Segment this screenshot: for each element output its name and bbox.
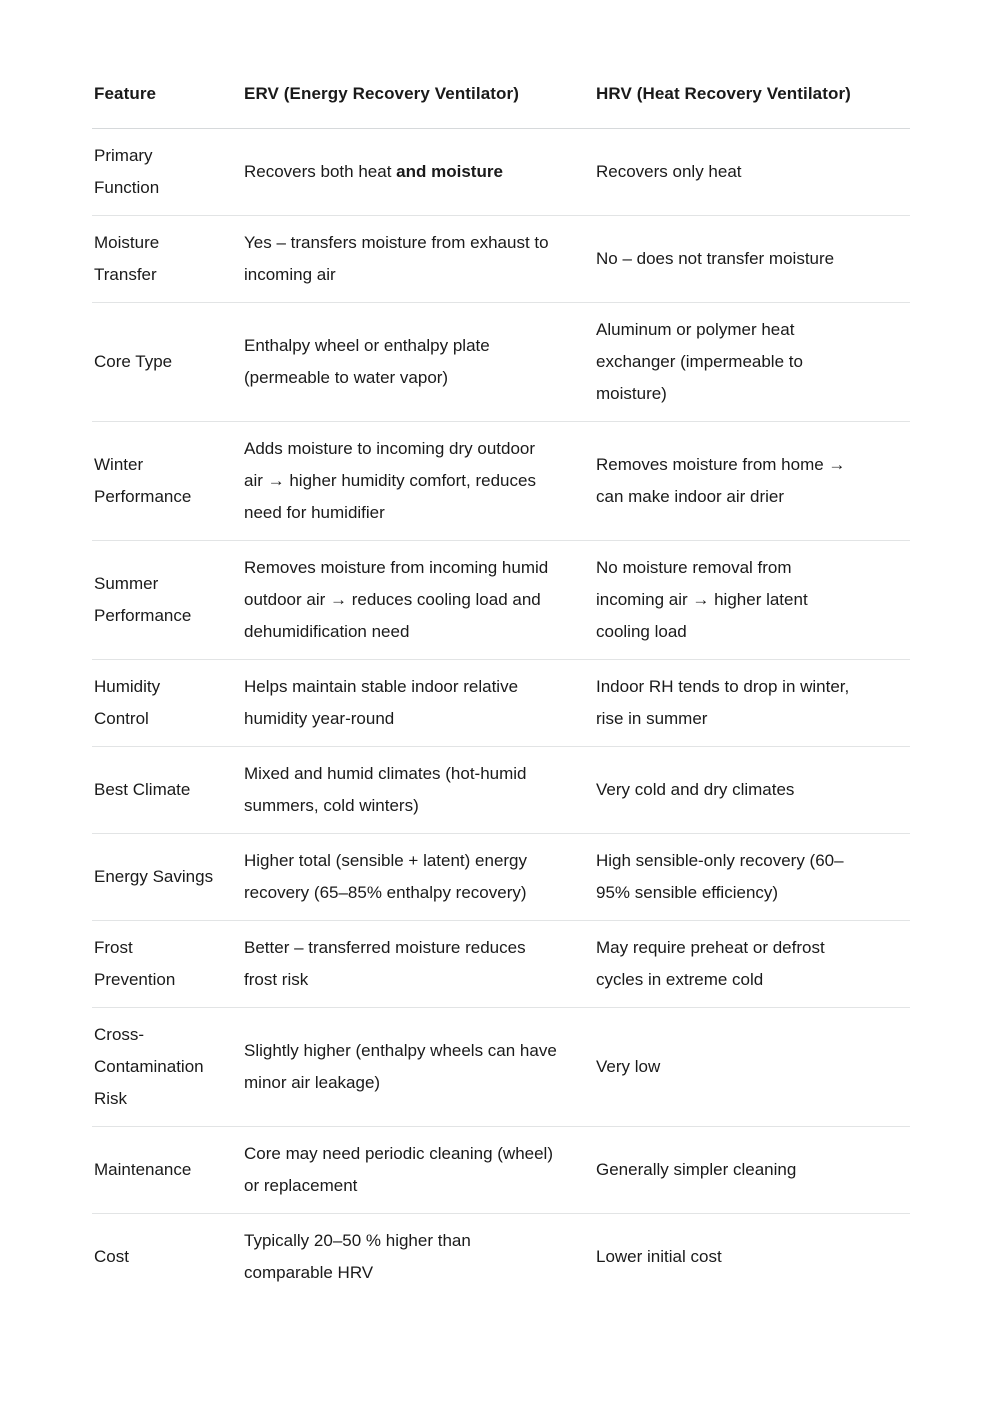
- erv-cell: [242, 833, 594, 920]
- erv-cell-text: Slightly higher (enthalpy wheels can have minor air leakage): [244, 1040, 557, 1092]
- header-row: [92, 80, 910, 128]
- feature-cell-text: Energy Savings: [94, 866, 214, 886]
- feature-cell: [92, 659, 242, 746]
- hrv-cell: [594, 746, 910, 833]
- table-row: [92, 1007, 910, 1126]
- column-header-label: Feature: [94, 83, 157, 103]
- erv-cell-text: Yes – transfers moisture from exhaust to incoming air: [244, 232, 549, 284]
- hrv-cell: [594, 1213, 910, 1300]
- feature-cell: [92, 1126, 242, 1213]
- feature-cell: [92, 1213, 242, 1300]
- table-row: [92, 659, 910, 746]
- feature-cell-text: Cross-Contamination Risk: [94, 1024, 204, 1108]
- table-header: [92, 80, 910, 128]
- feature-cell: [92, 1007, 242, 1126]
- hrv-cell-text: Very low: [596, 1056, 661, 1076]
- hrv-cell: [594, 659, 910, 746]
- erv-cell-text: Adds moisture to incoming dry outdoor air → higher humidity comfort, reduces need for humidifier: [244, 438, 536, 522]
- feature-cell-text: Core Type: [94, 351, 173, 371]
- column-header-label: ERV (Energy Recovery Ventilator): [244, 83, 519, 103]
- feature-cell: [92, 833, 242, 920]
- hrv-cell-text: Generally simpler cleaning: [596, 1159, 797, 1179]
- feature-cell-text: Cost: [94, 1246, 129, 1266]
- column-header-label: HRV (Heat Recovery Ventilator): [596, 83, 851, 103]
- plain-text: Recovers both heat: [244, 161, 397, 181]
- erv-cell-text: [244, 156, 503, 188]
- hrv-cell: [594, 1126, 910, 1213]
- feature-cell-text: Humidity Control: [94, 676, 161, 728]
- erv-cell: [242, 1007, 594, 1126]
- feature-cell-text: Primary Function: [94, 145, 160, 197]
- hrv-cell: [594, 421, 910, 540]
- table-row: [92, 746, 910, 833]
- hrv-cell-text: Recovers only heat: [596, 161, 742, 181]
- erv-cell-text: Core may need periodic cleaning (wheel) or replacement: [244, 1143, 553, 1195]
- hrv-cell: [594, 1007, 910, 1126]
- erv-cell: [242, 128, 594, 215]
- erv-cell-text: Better – transferred moisture reduces frost risk: [244, 937, 526, 989]
- feature-cell: [92, 920, 242, 1007]
- erv-cell-text: Helps maintain stable indoor relative humidity year-round: [244, 676, 519, 728]
- table-row: [92, 302, 910, 421]
- erv-cell-text: Mixed and humid climates (hot-humid summers, cold winters): [244, 763, 527, 815]
- erv-cell: [242, 302, 594, 421]
- feature-cell-text: Maintenance: [94, 1159, 192, 1179]
- hrv-cell-text: Lower initial cost: [596, 1246, 722, 1266]
- comparison-table-body: [92, 128, 910, 1300]
- emphasis-text: and moisture: [396, 161, 503, 181]
- hrv-cell: [594, 920, 910, 1007]
- erv-cell: [242, 659, 594, 746]
- hrv-cell-text: Removes moisture from home → can make indoor air drier: [596, 454, 846, 506]
- table-row: [92, 1126, 910, 1213]
- hrv-cell: [594, 833, 910, 920]
- feature-cell-text: Summer Performance: [94, 573, 192, 625]
- feature-cell-text: Winter Performance: [94, 454, 192, 506]
- feature-cell: [92, 215, 242, 302]
- erv-cell: [242, 421, 594, 540]
- erv-cell: [242, 540, 594, 659]
- feature-cell: [92, 302, 242, 421]
- feature-cell: [92, 746, 242, 833]
- column-header-feature: [92, 80, 242, 128]
- hrv-cell-text: Indoor RH tends to drop in winter, rise in summer: [596, 676, 850, 728]
- erv-cell-text: Removes moisture from incoming humid outdoor air → reduces cooling load and dehumidification need: [244, 557, 549, 641]
- hrv-cell: [594, 128, 910, 215]
- table-row: [92, 215, 910, 302]
- hrv-cell-text: No moisture removal from incoming air → higher latent cooling load: [596, 557, 808, 641]
- feature-cell: [92, 128, 242, 215]
- erv-cell: [242, 1126, 594, 1213]
- table-row: [92, 540, 910, 659]
- hrv-cell: [594, 302, 910, 421]
- feature-cell-text: Moisture Transfer: [94, 232, 160, 284]
- erv-cell-text: Higher total (sensible + latent) energy recovery (65–85% enthalpy recovery): [244, 850, 528, 902]
- erv-cell: [242, 1213, 594, 1300]
- hrv-cell-text: Aluminum or polymer heat exchanger (impermeable to moisture): [596, 319, 803, 403]
- hrv-cell: [594, 540, 910, 659]
- hrv-cell-text: Very cold and dry climates: [596, 779, 795, 799]
- feature-cell-text: Best Climate: [94, 779, 191, 799]
- column-header-hrv: [594, 80, 910, 128]
- hrv-cell-text: May require preheat or defrost cycles in extreme cold: [596, 937, 825, 989]
- table-row: [92, 1213, 910, 1300]
- table-row: [92, 920, 910, 1007]
- feature-cell: [92, 421, 242, 540]
- erv-cell-text: Typically 20–50 % higher than comparable HRV: [244, 1230, 471, 1282]
- feature-cell: [92, 540, 242, 659]
- comparison-table: [92, 80, 910, 1300]
- table-row: [92, 833, 910, 920]
- erv-cell-text: Enthalpy wheel or enthalpy plate (permeable to water vapor): [244, 335, 490, 387]
- erv-cell: [242, 746, 594, 833]
- erv-cell: [242, 215, 594, 302]
- column-header-erv: [242, 80, 594, 128]
- table-row: [92, 421, 910, 540]
- table-row: [92, 128, 910, 215]
- erv-cell: [242, 920, 594, 1007]
- hrv-cell-text: High sensible-only recovery (60–95% sensible efficiency): [596, 850, 844, 902]
- feature-cell-text: Frost Prevention: [94, 937, 176, 989]
- hrv-cell: [594, 215, 910, 302]
- hrv-cell-text: No – does not transfer moisture: [596, 248, 835, 268]
